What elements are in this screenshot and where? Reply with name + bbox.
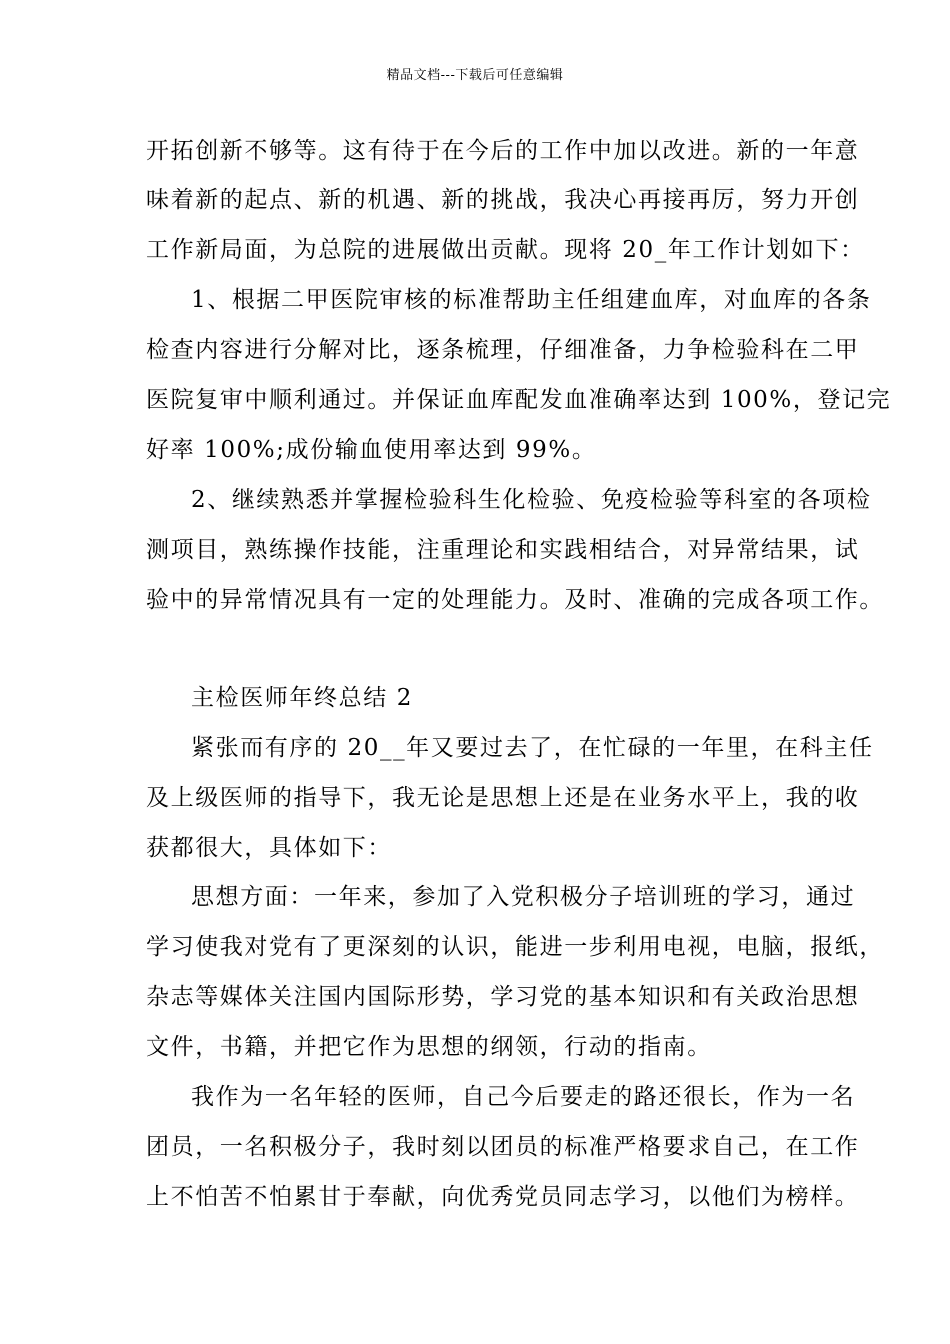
paragraph-line: 好率 100%;成份输血使用率达到 99%。	[146, 437, 597, 463]
paragraph-line: 测项目，熟练操作技能，注重理论和实践相结合，对异常结果，试	[146, 537, 860, 563]
paragraph-line: 紧张而有序的 20__年又要过去了，在忙碌的一年里，在科主任	[191, 735, 874, 761]
paragraph-line: 及上级医师的指导下，我无论是思想上还是在业务水平上，我的收	[146, 785, 860, 811]
paragraph-line: 2、继续熟悉并掌握检验科生化检验、免疫检验等科室的各项检	[191, 487, 872, 513]
section-title: 主检医师年终总结 2	[191, 685, 413, 711]
paragraph-line: 文件，书籍，并把它作为思想的纲领，行动的指南。	[146, 1034, 712, 1060]
paragraph-line: 1、根据二甲医院审核的标准帮助主任组建血库，对血库的各条	[191, 287, 872, 313]
paragraph-line: 检查内容进行分解对比，逐条梳理，仔细准备，力争检验科在二甲	[146, 337, 860, 363]
paragraph-line: 杂志等媒体关注国内国际形势，学习党的基本知识和有关政治思想	[146, 984, 860, 1010]
paragraph-line: 我作为一名年轻的医师，自己今后要走的路还很长，作为一名	[191, 1084, 856, 1110]
paragraph-line: 思想方面：一年来，参加了入党积极分子培训班的学习，通过	[191, 884, 856, 910]
paragraph-line: 上不怕苦不怕累甘于奉献，向优秀党员同志学习，以他们为榜样。	[146, 1184, 860, 1210]
paragraph-line: 味着新的起点、新的机遇、新的挑战，我决心再接再厉，努力开创	[146, 187, 860, 213]
paragraph-line: 医院复审中顺利通过。并保证血库配发血准确率达到 100%，登记完	[146, 387, 892, 413]
paragraph-line: 验中的异常情况具有一定的处理能力。及时、准确的完成各项工作。	[146, 587, 884, 613]
page-header: 精品文档---下载后可任意编辑	[386, 68, 564, 83]
paragraph-line: 获都很大，具体如下：	[146, 835, 392, 861]
paragraph-line: 开拓创新不够等。这有待于在今后的工作中加以改进。新的一年意	[146, 138, 860, 164]
paragraph-line: 学习使我对党有了更深刻的认识，能进一步利用电视，电脑，报纸，	[146, 934, 884, 960]
paragraph-line: 工作新局面，为总院的进展做出贡献。现将 20_年工作计划如下：	[146, 237, 865, 263]
paragraph-line: 团员，一名积极分子，我时刻以团员的标准严格要求自己，在工作	[146, 1134, 860, 1160]
